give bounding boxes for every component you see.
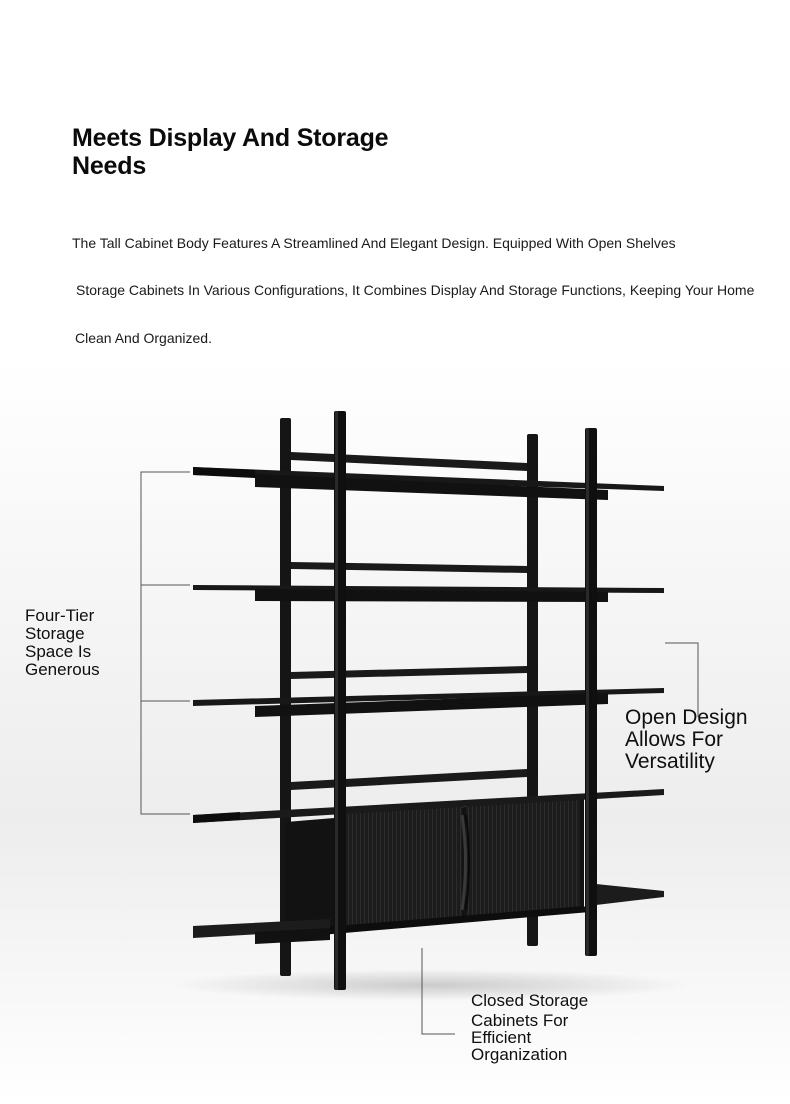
callout-right-line-2: Allows For <box>625 728 724 751</box>
callout-right-line-3: Versatility <box>625 750 715 773</box>
callout-open-design <box>625 707 785 773</box>
callout-bottom-line-1: Closed Storage <box>471 991 589 1010</box>
callout-bottom-line-4: Organization <box>471 1045 568 1064</box>
callout-left-line-1: Four-Tier <box>25 606 95 625</box>
callout-four-tier-storage <box>25 607 135 679</box>
callout-bottom-line-2: Cabinets For <box>471 1011 569 1030</box>
closed-cabinet <box>286 797 590 938</box>
callout-left-line-3: Space Is <box>25 642 92 661</box>
callout-closed-storage <box>471 992 631 1063</box>
description-line-1: The Tall Cabinet Body Features A Streamlined And Elegant Design. Equipped With Open Shelves <box>72 235 676 251</box>
back-rails <box>291 452 527 790</box>
description-line-3: Clean And Organized. <box>75 330 212 346</box>
section-heading: Meets Display And Storage Needs <box>72 124 389 180</box>
description-line-2: Storage Cabinets In Various Configurations, It Combines Display And Storage Functions, Keeping Your Home <box>76 282 755 298</box>
callout-left-line-4: Generous <box>25 660 100 679</box>
callout-bottom-line-3: Efficient <box>471 1028 532 1047</box>
callout-right-line-1: Open Design <box>625 706 748 729</box>
callout-left-line-2: Storage <box>25 624 85 643</box>
left-bracket-line <box>141 472 190 814</box>
leader-lines <box>141 472 698 1034</box>
